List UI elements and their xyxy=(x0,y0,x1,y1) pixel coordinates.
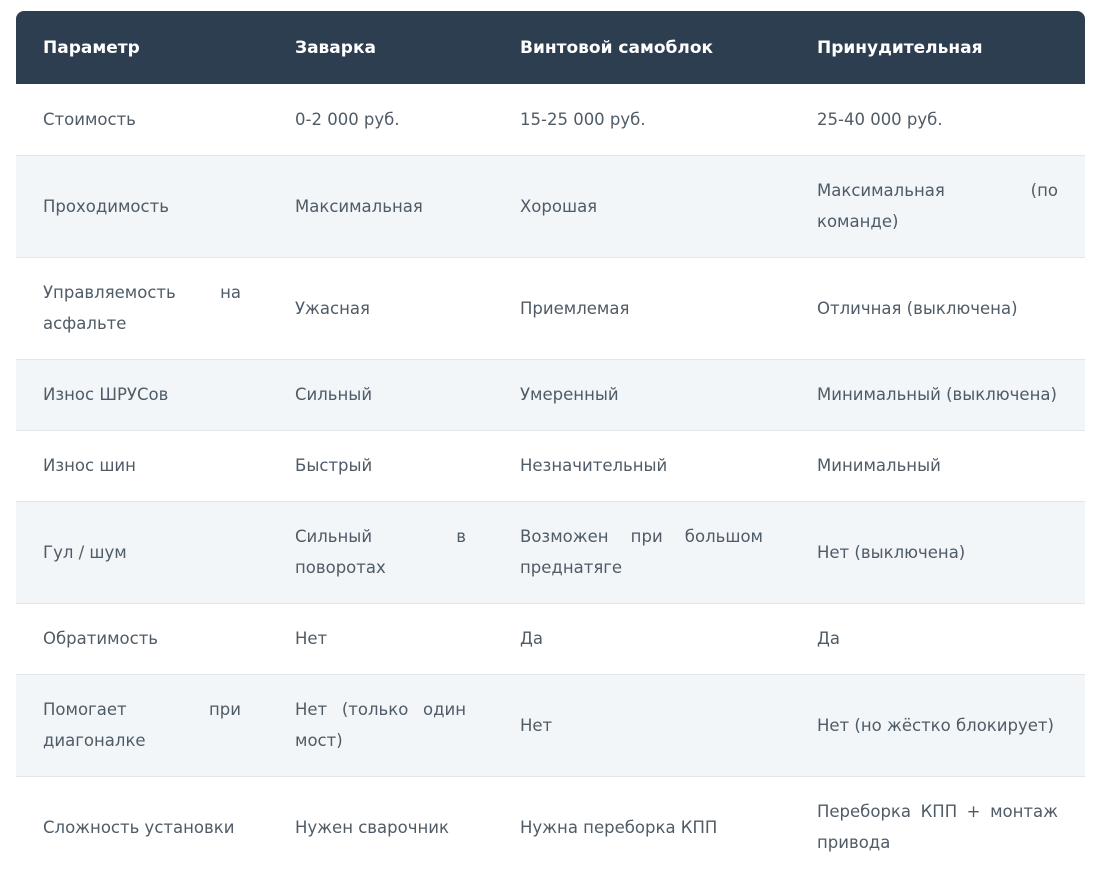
table-row xyxy=(16,501,1085,603)
table-cell: Умеренный xyxy=(520,385,619,404)
table-cell: 0-2 000 руб. xyxy=(295,109,400,129)
comparison-table xyxy=(16,11,1085,878)
table-cell: Износ шин xyxy=(43,456,136,475)
table-header xyxy=(16,11,1085,84)
table-cell: Быстрый xyxy=(295,456,373,475)
table-cell: Незначительный xyxy=(520,456,668,475)
table-row xyxy=(16,257,1085,359)
table-row xyxy=(16,155,1085,257)
table-cell: Стоимость xyxy=(43,109,136,129)
table-cell: Сложность установки xyxy=(43,817,235,837)
table-cell: Хорошая xyxy=(520,196,598,216)
table-cell: Приемлемая xyxy=(520,298,630,318)
table-cell: Управляемость на асфальте xyxy=(43,283,241,333)
table-cell: Да xyxy=(817,629,841,648)
table-cell: 25-40 000 руб. xyxy=(817,109,943,129)
header-cell-parameter: Параметр xyxy=(43,37,140,58)
table-body xyxy=(16,84,1085,878)
table-cell: Переборка КПП + монтаж привода xyxy=(817,802,1058,853)
table-row xyxy=(16,430,1085,501)
table-cell: Нужен сварочник xyxy=(295,817,449,837)
table-row xyxy=(16,359,1085,430)
header-row xyxy=(16,11,1085,84)
table-cell: Минимальный (выключена) xyxy=(817,385,1057,404)
table-cell: Нет (только один мост) xyxy=(295,700,466,750)
table-row xyxy=(16,603,1085,674)
table-cell: Минимальный xyxy=(817,456,941,475)
table-cell: Нет xyxy=(520,715,553,735)
table-cell: Проходимость xyxy=(43,196,169,216)
table-cell: Сильный в поворотах xyxy=(295,527,466,577)
table-cell: Нет (выключена) xyxy=(817,542,966,562)
table-cell: Износ ШРУСов xyxy=(43,385,169,404)
table-cell: Максимальная xyxy=(295,196,423,216)
table-cell: Нет xyxy=(295,629,328,648)
table-cell: Максимальная (по команде) xyxy=(817,181,1058,231)
table-cell: Да xyxy=(520,629,544,648)
table-row xyxy=(16,674,1085,776)
table-cell: Нет (но жёстко блокирует) xyxy=(817,715,1054,735)
comparison-table-container xyxy=(16,11,1085,878)
table-row xyxy=(16,776,1085,878)
header-cell-forced-locker: Принудительная xyxy=(817,37,983,58)
table-cell: Ужасная xyxy=(295,298,370,318)
header-cell-welding: Заварка xyxy=(295,37,376,58)
table-cell: 15-25 000 руб. xyxy=(520,109,646,129)
table-cell: Гул / шум xyxy=(43,542,127,562)
table-cell: Возможен при большом преднатяге xyxy=(520,527,763,577)
header-cell-screw-lsd: Винтовой самоблок xyxy=(520,37,714,58)
table-cell: Сильный xyxy=(295,385,373,404)
table-cell: Нужна переборка КПП xyxy=(520,817,718,837)
table-cell: Обратимость xyxy=(43,629,159,648)
table-row xyxy=(16,84,1085,155)
table-cell: Отличная (выключена) xyxy=(817,298,1018,318)
table-cell: Помогает при диагоналке xyxy=(43,700,241,750)
